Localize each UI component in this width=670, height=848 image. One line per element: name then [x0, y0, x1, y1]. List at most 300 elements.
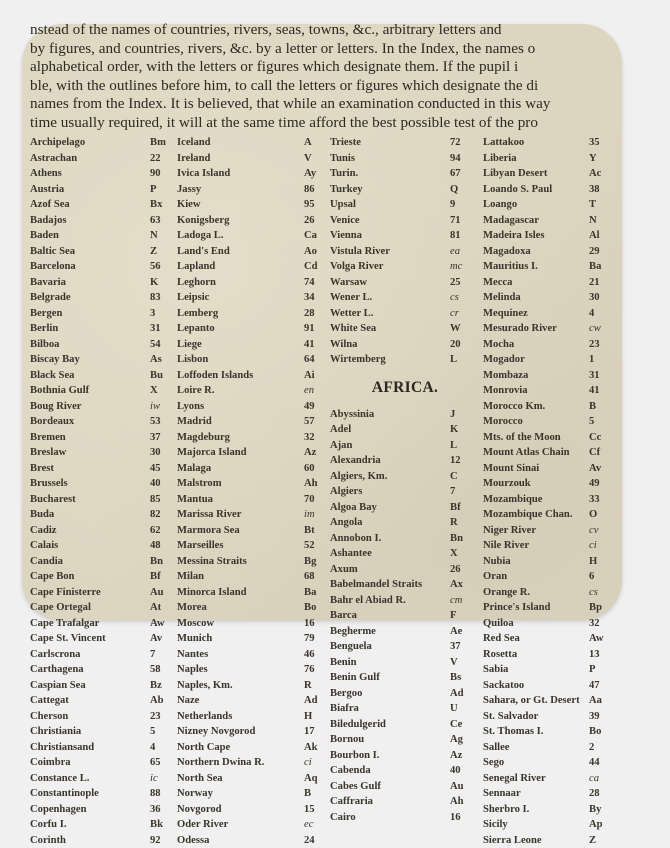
- entry-place-name: Caffraria: [330, 794, 450, 810]
- entry-map-reference: Aw: [150, 616, 176, 632]
- europe-entries-continued: [330, 135, 480, 368]
- entry-map-reference: 3: [150, 306, 176, 322]
- entry-place-name: Liege: [177, 337, 304, 353]
- entry-map-reference: 7: [450, 484, 476, 500]
- index-entry: [30, 399, 176, 415]
- index-entry: [483, 771, 615, 787]
- index-entry: [330, 546, 480, 562]
- entry-map-reference: Ai: [304, 368, 330, 384]
- index-entry: [483, 213, 615, 229]
- entry-map-reference: Bu: [150, 368, 176, 384]
- entry-place-name: Bahr el Abiad R.: [330, 593, 450, 609]
- entry-place-name: Tunis: [330, 151, 450, 167]
- entry-map-reference: Ab: [150, 693, 176, 709]
- entry-map-reference: 4: [589, 306, 615, 322]
- index-entry: [177, 600, 330, 616]
- entry-place-name: Venice: [330, 213, 450, 229]
- entry-map-reference: 28: [589, 786, 615, 802]
- index-entry: [330, 732, 480, 748]
- index-entry: [483, 678, 615, 694]
- entry-map-reference: 44: [589, 755, 615, 771]
- entry-map-reference: U: [450, 701, 476, 717]
- index-entry: [30, 600, 176, 616]
- entry-place-name: Sallee: [483, 740, 589, 756]
- entry-place-name: Axum: [330, 562, 450, 578]
- entry-map-reference: B: [589, 399, 615, 415]
- index-entry: [330, 453, 480, 469]
- entry-map-reference: 5: [150, 724, 176, 740]
- entry-place-name: Biledulgerid: [330, 717, 450, 733]
- entry-place-name: Carthagena: [30, 662, 150, 678]
- entry-map-reference: 53: [150, 414, 176, 430]
- entry-place-name: Red Sea: [483, 631, 589, 647]
- entry-map-reference: F: [450, 608, 476, 624]
- index-entry: [177, 476, 330, 492]
- index-entry: [483, 554, 615, 570]
- index-entry: [30, 213, 176, 229]
- entry-map-reference: P: [589, 662, 615, 678]
- index-entry: [330, 321, 480, 337]
- index-entry: [483, 383, 615, 399]
- entry-map-reference: 58: [150, 662, 176, 678]
- entry-place-name: Mozambique: [483, 492, 589, 508]
- entry-map-reference: 62: [150, 523, 176, 539]
- entry-place-name: Vienna: [330, 228, 450, 244]
- entry-place-name: Sego: [483, 755, 589, 771]
- entry-place-name: Cape Finisterre: [30, 585, 150, 601]
- entry-map-reference: 76: [304, 662, 330, 678]
- entry-place-name: Naze: [177, 693, 304, 709]
- entry-map-reference: 88: [150, 786, 176, 802]
- entry-place-name: Candia: [30, 554, 150, 570]
- entry-place-name: Cairo: [330, 810, 450, 826]
- entry-map-reference: N: [150, 228, 176, 244]
- index-entry: [483, 352, 615, 368]
- index-entry: [330, 624, 480, 640]
- entry-map-reference: 70: [304, 492, 330, 508]
- index-entry: [30, 151, 176, 167]
- entry-place-name: Magadoxa: [483, 244, 589, 260]
- entry-place-name: Mombaza: [483, 368, 589, 384]
- entry-map-reference: 72: [450, 135, 476, 151]
- entry-place-name: Loango: [483, 197, 589, 213]
- index-entry: [330, 562, 480, 578]
- index-entry: [483, 492, 615, 508]
- entry-map-reference: 17: [304, 724, 330, 740]
- entry-place-name: Odessa: [177, 833, 304, 848]
- entry-place-name: Azof Sea: [30, 197, 150, 213]
- entry-map-reference: Z: [589, 833, 615, 848]
- entry-map-reference: Ay: [304, 166, 330, 182]
- entry-map-reference: 65: [150, 755, 176, 771]
- entry-map-reference: 68: [304, 569, 330, 585]
- index-entry: [483, 647, 615, 663]
- index-entry: [330, 670, 480, 686]
- entry-place-name: Bergoo: [330, 686, 450, 702]
- index-entry: [330, 701, 480, 717]
- entry-map-reference: Q: [450, 182, 476, 198]
- index-entry: [483, 337, 615, 353]
- entry-place-name: Leghorn: [177, 275, 304, 291]
- index-entry: [30, 740, 176, 756]
- entry-map-reference: 9: [450, 197, 476, 213]
- entry-place-name: Sierra Leone: [483, 833, 589, 848]
- entry-place-name: Volga River: [330, 259, 450, 275]
- entry-place-name: Corfu I.: [30, 817, 150, 833]
- index-entry: [30, 833, 176, 848]
- entry-map-reference: 45: [150, 461, 176, 477]
- index-entry: [330, 275, 480, 291]
- index-entry: [30, 166, 176, 182]
- entry-map-reference: Cf: [589, 445, 615, 461]
- entry-map-reference: K: [450, 422, 476, 438]
- entry-place-name: Mantua: [177, 492, 304, 508]
- entry-place-name: Berlin: [30, 321, 150, 337]
- entry-map-reference: 35: [589, 135, 615, 151]
- index-entry: [483, 399, 615, 415]
- entry-map-reference: 23: [589, 337, 615, 353]
- entry-place-name: Trieste: [330, 135, 450, 151]
- entry-place-name: Copenhagen: [30, 802, 150, 818]
- index-entry: [30, 414, 176, 430]
- index-entry: [177, 771, 330, 787]
- index-entry: [330, 763, 480, 779]
- entry-place-name: Northern Dwina R.: [177, 755, 304, 771]
- entry-map-reference: 31: [150, 321, 176, 337]
- index-entry: [330, 484, 480, 500]
- index-entry: [30, 616, 176, 632]
- entry-place-name: Upsal: [330, 197, 450, 213]
- entry-place-name: Orange R.: [483, 585, 589, 601]
- index-entry: [330, 337, 480, 353]
- entry-map-reference: As: [150, 352, 176, 368]
- entry-map-reference: 21: [589, 275, 615, 291]
- entry-map-reference: 94: [450, 151, 476, 167]
- index-entry: [330, 197, 480, 213]
- entry-place-name: Cape Bon: [30, 569, 150, 585]
- entry-map-reference: 40: [450, 763, 476, 779]
- index-entry: [30, 631, 176, 647]
- index-entry: [30, 290, 176, 306]
- entry-place-name: Sennaar: [483, 786, 589, 802]
- index-entry: [177, 414, 330, 430]
- index-entry: [30, 585, 176, 601]
- index-entry: [177, 135, 330, 151]
- entry-map-reference: 28: [304, 306, 330, 322]
- index-entry: [177, 523, 330, 539]
- entry-place-name: Lemberg: [177, 306, 304, 322]
- entry-place-name: Belgrade: [30, 290, 150, 306]
- entry-map-reference: 47: [589, 678, 615, 694]
- entry-map-reference: 15: [304, 802, 330, 818]
- entry-place-name: Cape Ortegal: [30, 600, 150, 616]
- entry-place-name: Marissa River: [177, 507, 304, 523]
- index-entry: [177, 166, 330, 182]
- entry-map-reference: 37: [450, 639, 476, 655]
- entry-map-reference: ci: [304, 755, 330, 771]
- index-entry: [483, 166, 615, 182]
- entry-map-reference: H: [589, 554, 615, 570]
- index-entry: [483, 724, 615, 740]
- entry-place-name: Bordeaux: [30, 414, 150, 430]
- entry-map-reference: Ah: [450, 794, 476, 810]
- entry-place-name: Sicily: [483, 817, 589, 833]
- index-entry: [330, 794, 480, 810]
- index-entry: [177, 290, 330, 306]
- entry-map-reference: en: [304, 383, 330, 399]
- entry-map-reference: 49: [304, 399, 330, 415]
- index-entry: [177, 399, 330, 415]
- entry-place-name: Mozambique Chan.: [483, 507, 589, 523]
- entry-map-reference: 33: [589, 492, 615, 508]
- entry-map-reference: 79: [304, 631, 330, 647]
- entry-place-name: Quiloa: [483, 616, 589, 632]
- entry-map-reference: ea: [450, 244, 476, 260]
- entry-place-name: Marseilles: [177, 538, 304, 554]
- entry-map-reference: 52: [304, 538, 330, 554]
- entry-place-name: Mount Atlas Chain: [483, 445, 589, 461]
- entry-place-name: Mount Sinai: [483, 461, 589, 477]
- index-entry: [483, 228, 615, 244]
- index-entry: [330, 577, 480, 593]
- index-entry: [330, 748, 480, 764]
- index-entry: [483, 182, 615, 198]
- index-entry: [30, 492, 176, 508]
- entry-map-reference: ca: [589, 771, 615, 787]
- entry-map-reference: Bt: [304, 523, 330, 539]
- index-entry: [177, 352, 330, 368]
- entry-place-name: Senegal River: [483, 771, 589, 787]
- index-entry: [30, 693, 176, 709]
- entry-place-name: Mocha: [483, 337, 589, 353]
- entry-place-name: Cape Trafalgar: [30, 616, 150, 632]
- index-entry: [30, 135, 176, 151]
- entry-map-reference: 83: [150, 290, 176, 306]
- entry-place-name: Oder River: [177, 817, 304, 833]
- index-entry: [483, 693, 615, 709]
- entry-place-name: Loire R.: [177, 383, 304, 399]
- entry-map-reference: Bf: [450, 500, 476, 516]
- entry-place-name: Wirtemberg: [330, 352, 450, 368]
- entry-place-name: Cape St. Vincent: [30, 631, 150, 647]
- entry-place-name: Loffoden Islands: [177, 368, 304, 384]
- index-entry: [483, 802, 615, 818]
- index-entry: [177, 554, 330, 570]
- entry-place-name: Rosetta: [483, 647, 589, 663]
- entry-map-reference: 2: [589, 740, 615, 756]
- entry-place-name: Cabes Gulf: [330, 779, 450, 795]
- entry-place-name: Lepanto: [177, 321, 304, 337]
- index-entry: [177, 461, 330, 477]
- index-entry: [177, 244, 330, 260]
- entry-place-name: Leipsic: [177, 290, 304, 306]
- index-entry: [483, 306, 615, 322]
- entry-map-reference: Cd: [304, 259, 330, 275]
- index-entry: [177, 430, 330, 446]
- entry-map-reference: 82: [150, 507, 176, 523]
- index-entry: [330, 531, 480, 547]
- entry-map-reference: 41: [304, 337, 330, 353]
- entry-map-reference: 20: [450, 337, 476, 353]
- entry-map-reference: 22: [150, 151, 176, 167]
- index-entry: [330, 686, 480, 702]
- entry-place-name: Alexandria: [330, 453, 450, 469]
- index-entry: [177, 817, 330, 833]
- entry-map-reference: Bf: [150, 569, 176, 585]
- entry-place-name: Jassy: [177, 182, 304, 198]
- entry-map-reference: 86: [304, 182, 330, 198]
- index-entry: [177, 383, 330, 399]
- entry-place-name: Biafra: [330, 701, 450, 717]
- entry-place-name: Barca: [330, 608, 450, 624]
- entry-map-reference: 92: [150, 833, 176, 848]
- entry-place-name: Turkey: [330, 182, 450, 198]
- index-entry: [483, 600, 615, 616]
- index-entry: [483, 259, 615, 275]
- entry-place-name: Iceland: [177, 135, 304, 151]
- entry-map-reference: Bn: [150, 554, 176, 570]
- index-entry: [483, 631, 615, 647]
- intro-paragraph: [30, 30, 670, 133]
- index-entry: [330, 500, 480, 516]
- index-entry: [30, 755, 176, 771]
- entry-map-reference: H: [304, 709, 330, 725]
- entry-place-name: Baltic Sea: [30, 244, 150, 260]
- entry-map-reference: 54: [150, 337, 176, 353]
- entry-map-reference: R: [450, 515, 476, 531]
- entry-place-name: Archipelago: [30, 135, 150, 151]
- entry-map-reference: Ad: [450, 686, 476, 702]
- index-entry: [30, 817, 176, 833]
- index-entry: [177, 802, 330, 818]
- index-entry: [330, 213, 480, 229]
- entry-place-name: Black Sea: [30, 368, 150, 384]
- entry-place-name: Abyssinia: [330, 407, 450, 423]
- index-entry: [483, 244, 615, 260]
- entry-place-name: Bilboa: [30, 337, 150, 353]
- index-entry: [483, 321, 615, 337]
- index-entry: [177, 662, 330, 678]
- index-entry: [30, 802, 176, 818]
- entry-map-reference: 46: [304, 647, 330, 663]
- index-entry: [330, 810, 480, 826]
- entry-place-name: Land's End: [177, 244, 304, 260]
- index-entry: [330, 135, 480, 151]
- africa-entries: [330, 407, 480, 826]
- entry-place-name: Badajos: [30, 213, 150, 229]
- entry-place-name: Nile River: [483, 538, 589, 554]
- entry-map-reference: Ax: [450, 577, 476, 593]
- entry-map-reference: 37: [150, 430, 176, 446]
- index-entry: [30, 724, 176, 740]
- index-entry: [30, 461, 176, 477]
- index-entry: [483, 445, 615, 461]
- entry-map-reference: mc: [450, 259, 476, 275]
- entry-map-reference: 30: [150, 445, 176, 461]
- entry-place-name: Madeira Isles: [483, 228, 589, 244]
- entry-map-reference: 90: [150, 166, 176, 182]
- index-entry: [330, 306, 480, 322]
- index-entry: [30, 476, 176, 492]
- index-entry: [177, 321, 330, 337]
- entry-place-name: Cadiz: [30, 523, 150, 539]
- entry-map-reference: Bx: [150, 197, 176, 213]
- entry-map-reference: ec: [304, 817, 330, 833]
- entry-map-reference: Ba: [304, 585, 330, 601]
- entry-place-name: Messina Straits: [177, 554, 304, 570]
- entry-map-reference: 32: [589, 616, 615, 632]
- index-entry: [330, 166, 480, 182]
- entry-map-reference: 95: [304, 197, 330, 213]
- entry-map-reference: Aa: [589, 693, 615, 709]
- index-entry: [30, 244, 176, 260]
- index-entry: [483, 709, 615, 725]
- entry-map-reference: Z: [150, 244, 176, 260]
- index-entry: [330, 228, 480, 244]
- entry-place-name: Majorca Island: [177, 445, 304, 461]
- index-entry: [177, 492, 330, 508]
- entry-place-name: Monrovia: [483, 383, 589, 399]
- entry-map-reference: X: [150, 383, 176, 399]
- index-entry: [30, 383, 176, 399]
- entry-map-reference: Ak: [304, 740, 330, 756]
- entry-place-name: Christiansand: [30, 740, 150, 756]
- entry-place-name: Wetter L.: [330, 306, 450, 322]
- entry-place-name: Caspian Sea: [30, 678, 150, 694]
- index-entry: [177, 833, 330, 848]
- entry-place-name: Warsaw: [330, 275, 450, 291]
- index-entry: [177, 631, 330, 647]
- index-entry: [177, 507, 330, 523]
- intro-line: alphabetical order, with the letters or figures which designate them. If the pupil i: [30, 58, 670, 77]
- index-entry: [330, 608, 480, 624]
- entry-place-name: Benguela: [330, 639, 450, 655]
- entry-map-reference: Aw: [589, 631, 615, 647]
- entry-map-reference: 24: [304, 833, 330, 848]
- entry-map-reference: Bo: [589, 724, 615, 740]
- entry-map-reference: 29: [589, 244, 615, 260]
- entry-map-reference: B: [304, 786, 330, 802]
- index-entry: [330, 352, 480, 368]
- index-entry: [177, 197, 330, 213]
- entry-map-reference: R: [304, 678, 330, 694]
- index-entry: [330, 438, 480, 454]
- entry-place-name: Constantinople: [30, 786, 150, 802]
- index-entry: [30, 507, 176, 523]
- entry-map-reference: 63: [150, 213, 176, 229]
- entry-map-reference: Bp: [589, 600, 615, 616]
- entry-place-name: North Cape: [177, 740, 304, 756]
- index-entry: [483, 151, 615, 167]
- index-entry: [483, 786, 615, 802]
- entry-map-reference: L: [450, 352, 476, 368]
- entry-place-name: Libyan Desert: [483, 166, 589, 182]
- entry-place-name: Loando S. Paul: [483, 182, 589, 198]
- entry-place-name: Mesurado River: [483, 321, 589, 337]
- index-entry: [330, 407, 480, 423]
- index-entry: [30, 786, 176, 802]
- index-column-2: [177, 135, 330, 848]
- entry-map-reference: Aq: [304, 771, 330, 787]
- entry-place-name: Prince's Island: [483, 600, 589, 616]
- entry-map-reference: 13: [589, 647, 615, 663]
- index-entry: [177, 445, 330, 461]
- entry-map-reference: ci: [589, 538, 615, 554]
- index-entry: [483, 368, 615, 384]
- entry-map-reference: 4: [150, 740, 176, 756]
- index-entry: [30, 569, 176, 585]
- index-entry: [177, 755, 330, 771]
